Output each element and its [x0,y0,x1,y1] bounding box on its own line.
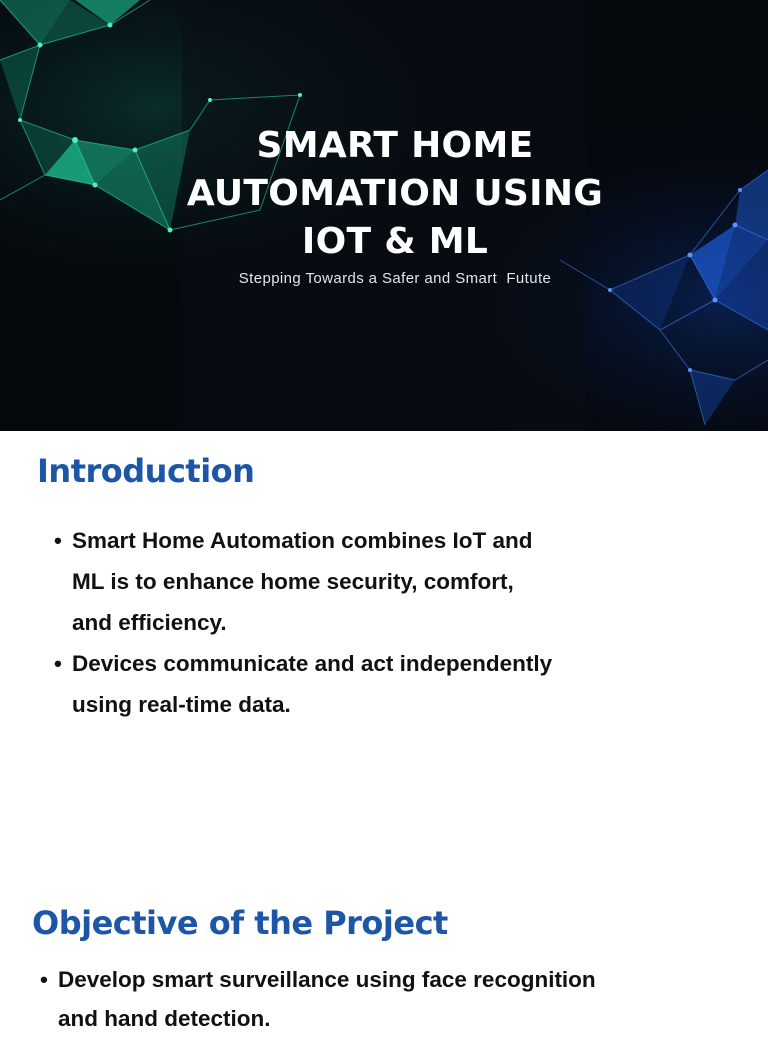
list-item-line: and hand detection. [58,1006,271,1031]
list-item [54,520,552,643]
objective-heading: Objective of the Project [32,904,448,942]
introduction-heading: Introduction [37,452,255,490]
list-item-line: and efficiency. [72,610,227,635]
list-item-line: • Devices communicate and act independently [72,651,553,676]
list-item [54,643,552,725]
list-item [40,960,596,1038]
presentation-subtitle: Stepping Towards a Safer and Smart Futute [238,270,552,287]
objective-bullet-list [40,960,596,1038]
list-item-line: • Smart Home Automation combines IoT and [72,528,533,553]
title-line: AUTOMATION USING [186,173,604,214]
list-item-line: using real-time data. [72,692,291,717]
title-line: SMART HOME [256,125,534,166]
list-item-line: ML is to enhance home security, comfort, [72,569,514,594]
presentation-title [0,122,768,266]
title-line: IOT & ML [301,221,489,262]
title-banner [0,0,768,431]
introduction-bullet-list [54,520,552,725]
list-item-line: • Develop smart surveillance using face recognition [58,967,596,992]
